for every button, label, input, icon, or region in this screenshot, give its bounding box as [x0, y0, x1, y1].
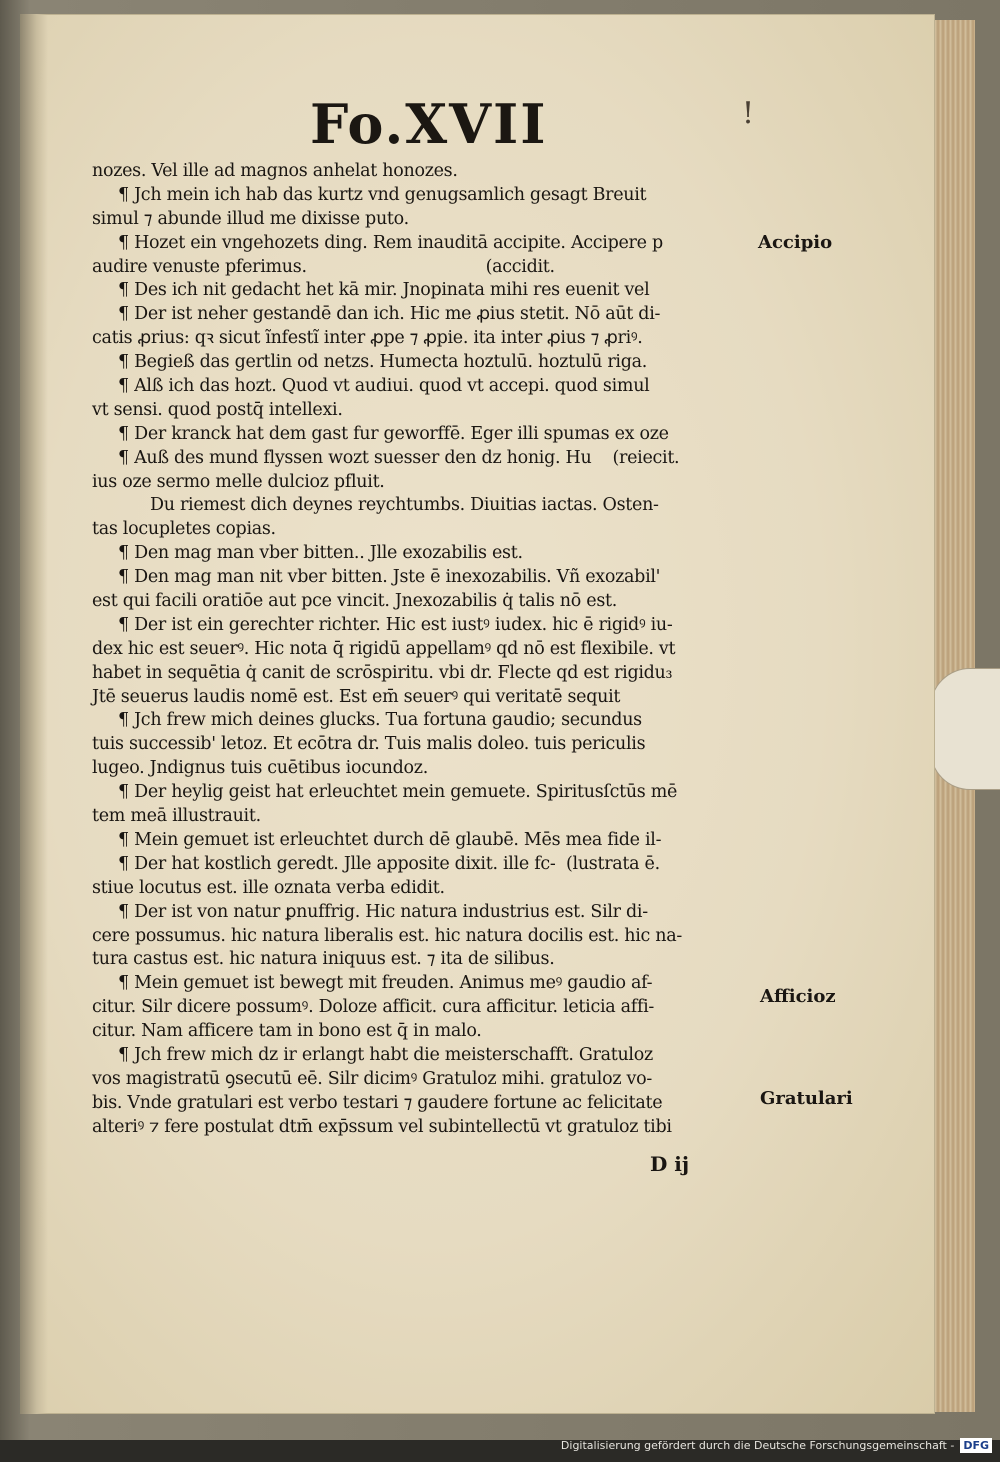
text-line: catis ꝓrius: qꝛ sicut ĩnfestĩ inter ꝓpe ⁊ ꝓpie. ita inter ꝓius ⁊ ꝓriꝰ.: [92, 328, 643, 349]
text-line: ius oze sermo melle dulcioz pfluit.: [92, 471, 385, 492]
text-line: ¶ Der hat kostlich geredt. Jlle apposite dixit. ille fc- (lustrata ē.: [118, 853, 660, 874]
text-line: ¶ Der ist neher gestandē dan ich. Hic me ꝓius stetit. Nō aūt di-: [118, 304, 661, 325]
text-line: ¶ Den mag man vber bitten.. Jlle exozabilis est.: [118, 543, 523, 564]
text-line: tuis successib' letoz. Et ecōtra dr. Tuis malis doleo. tuis periculis: [92, 734, 646, 755]
text-line: ¶ Der ist ein gerechter richter. Hic est iustꝰ iudex. hic ē rigidꝰ iu-: [118, 614, 673, 635]
text-line: ¶ Jch mein ich hab das kurtz vnd genugsamlich gesagt Breuit: [118, 184, 647, 205]
text-line: citur. Silr dicere possumꝰ. Doloze afficit. cura afficitur. leticia affi-: [92, 997, 655, 1018]
margin-note-afficioz: Afficioz: [760, 986, 836, 1007]
text-line: ¶ Auß des mund flyssen wozt suesser den dz honig. Hu (reiecit.: [118, 447, 680, 468]
text-line: ¶ Alß ich das hozt. Quod vt audiui. quod vt accepi. quod simul: [118, 376, 650, 397]
text-line: cere possumus. hic natura liberalis est. hic natura docilis est. hic na-: [92, 925, 682, 946]
text-line: habet in sequētia q̇ canit de scrōspiritu. vbi dr. Flecte qd est rigidu₃: [92, 662, 673, 683]
text-line: dex hic est seuerꝰ. Hic nota q̄ rigidū appellamꝰ qd nō est flexibile. vt: [92, 638, 676, 659]
margin-note-accipio: Accipio: [758, 232, 833, 253]
text-line: ¶ Des ich nit gedacht het kā mir. Jnopinata mihi res euenit vel: [118, 280, 650, 301]
text-line: lugeo. Jndignus tuis cuētibus iocundoz.: [92, 758, 428, 779]
footer: [561, 1438, 992, 1453]
folio-mark: !: [742, 96, 755, 131]
text-line: Jtē seuerus laudis nomē est. Est em̄ seuerꝰ qui veritatē sequit: [92, 686, 621, 707]
text-line: ¶ Der heylig geist hat erleuchtet mein gemuete. Spiritusſctūs mē: [118, 782, 678, 803]
bookmark-tab: [930, 668, 1000, 790]
page-gutter: [20, 14, 48, 1414]
text-line: ¶ Den mag man nit vber bitten. Jste ē inexozabilis. Vñ exozabil': [118, 567, 661, 588]
text-line: vos magistratū ꝯsecutū eē. Silr dicimꝰ Gratuloz mihi. gratuloz vo-: [92, 1068, 652, 1089]
text-line: tura castus est. hic natura iniquus est. ⁊ ita de silibus.: [92, 949, 555, 970]
text-line: bis. Vnde gratulari est verbo testari ⁊ gaudere fortune ac felicitate: [92, 1092, 663, 1113]
text-line: ¶ Begieß das gertlin od netzs. Humecta hoztulū. hoztulū riga.: [118, 352, 648, 373]
text-line: citur. Nam afficere tam in bono est q̄ in malo.: [92, 1021, 482, 1042]
text-block: [92, 160, 772, 1140]
text-line: ¶ Der kranck hat dem gast fur geworffē. Eger illi spumas ex oze: [118, 423, 669, 444]
text-line: est qui facili oratiōe aut pce vincit. Jnexozabilis q̇ talis nō est.: [92, 591, 617, 612]
text-line: ¶ Jch frew mich deines glucks. Tua fortuna gaudio; secundus: [118, 710, 642, 731]
text-line: simul ⁊ abunde illud me dixisse puto.: [92, 208, 409, 229]
text-line: ¶ Der ist von natur ꝑnuffrig. Hic natura industrius est. Silr di-: [118, 901, 648, 922]
text-line: tas locupletes copias.: [92, 519, 276, 540]
text-line: nozes. Vel ille ad magnos anhelat honozes.: [92, 161, 458, 181]
text-line: ¶ Hozet ein vngehozets ding. Rem inauditā accipite. Accipere p: [118, 232, 663, 253]
footer-credit: Digitalisierung gefördert durch die Deutsche Forschungsgemeinschaft -: [560, 1439, 955, 1452]
text-line: stiue locutus est. ille oznata verba edidit.: [92, 877, 445, 898]
dfg-logo: DFG: [960, 1438, 992, 1453]
text-line: ¶ Mein gemuet ist erleuchtet durch dē glaubē. Mēs mea fide il-: [118, 829, 662, 850]
text-line: ¶ Mein gemuet ist bewegt mit freuden. Animus meꝰ gaudio af-: [118, 973, 653, 994]
signature-mark: D ij: [650, 1152, 690, 1176]
text-line: ¶ Jch frew mich dz ir erlangt habt die meisterschafft. Gratuloz: [118, 1044, 653, 1065]
text-line: alteriꝰ ⁊ fere postulat dtm̄ exp̄ssum vel subintellectū vt gratuloz tibi: [92, 1116, 672, 1137]
folio-heading: Fo.XVII: [310, 92, 548, 156]
text-line: audire venuste pferimus. (accidit.: [92, 256, 555, 277]
text-line: vt sensi. quod postq̄ intellexi.: [92, 399, 343, 420]
text-line: Du riemest dich deynes reychtumbs. Diuitias iactas. Osten-: [150, 495, 659, 516]
margin-note-gratulari: Gratulari: [760, 1088, 853, 1109]
text-line: tem meā illustrauit.: [92, 806, 261, 827]
